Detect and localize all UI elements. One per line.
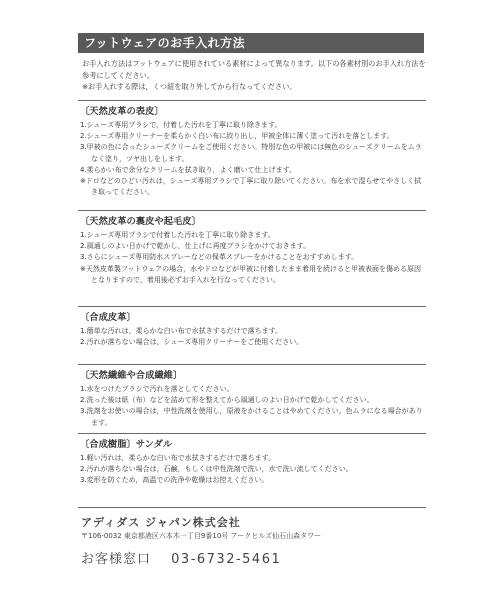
list-item: 2.シューズ専用クリーナーを柔らかく白い布に絞り出し，甲被全体に薄く塗って汚れを落とします。 [80, 132, 394, 141]
list-item: 3.さらにシューズ専用防水スプレーなどの保革スプレーをかけることをおすすめします。 [80, 253, 359, 262]
phone-number: 03-6732-5461 [171, 552, 282, 567]
section-sandals [78, 433, 426, 487]
intro-text [82, 58, 427, 93]
instruction-list [80, 326, 426, 348]
section-title: 〔合成皮革〕 [80, 312, 136, 323]
intro-paragraph: お手入れ方法はフットウェアに使用されている素材によって異なります。以下の各素材別のお手入れ方法を参考にしてください。 [82, 59, 426, 80]
list-item: 2.風通しのよい日かげで乾かし，仕上げに再度ブラシをかけておきます。 [80, 242, 311, 251]
list-item: 2.汚れが落ちない場合は，石鹸，もしくは中性洗剤で洗い，水で洗い流してください。 [80, 465, 353, 474]
list-item: 1.シューズ専用ブラシで，付着した汚れを丁寧に取り除きます。 [80, 121, 282, 129]
list-item: 3.甲被の色に合ったシューズクリームをご使用ください。特別な色の甲被には無色のシューズクリームをムラなく塗り，ツヤ出しをします。 [80, 143, 422, 163]
company-name: アディダス ジャパン株式会社 [81, 516, 241, 529]
intro-note: ※お手入れする際は，くつ紐を取り外してから行なってください。 [82, 82, 297, 92]
section-title: 〔天然繊維や合成繊維〕 [80, 370, 183, 381]
list-item: 1.簡単な汚れは，柔らかな白い布で水拭きするだけで落ちます。 [80, 327, 283, 335]
section-title: 〔天然皮革の裏皮や起毛皮〕 [80, 216, 201, 227]
list-item: 3.洗剤をお使いの場合は，中性洗剤を使用し，原液をかけることはやめてください。色ムラになる場合があります。 [80, 407, 423, 427]
list-item: 3.変形を防ぐため，高温での洗浄や乾燥はお控えください。 [80, 476, 269, 485]
list-item: 2.汚れが落ちない場合は，シューズ専用クリーナーをご使用ください。 [80, 338, 304, 347]
instruction-list [80, 120, 426, 198]
instruction-list [80, 453, 426, 487]
list-item: 1.水をつけたブラシで汚れを落としてください。 [80, 385, 234, 393]
section-natural-leather-outer [78, 100, 426, 198]
list-item: ※天然皮革製フットウェアの場合，水やドロなどが甲被に付着したまま着用を続けると甲被表面を傷める原因となりますので，着用後必ずお手入れを行なってください。 [80, 264, 421, 284]
section-synthetic-leather [78, 306, 426, 348]
company-address: 〒106-0032 東京都港区六本木一丁目9番10号 アークヒルズ仙石山森タワー [81, 532, 322, 540]
contact-label: お客様窓口 [81, 552, 152, 567]
list-item: 2.洗った後は紙（布）などを詰めて形を整えてから風通しのよい日かげで乾かしてください。 [80, 396, 374, 405]
customer-contact [81, 548, 281, 567]
instruction-list [80, 230, 426, 286]
section-natural-leather-suede [78, 210, 426, 286]
section-title: 〔合成樹脂〕サンダル [80, 439, 173, 450]
instruction-list [80, 384, 426, 429]
section-title: 〔天然皮革の表皮〕 [80, 106, 164, 117]
list-item: 4.柔らかい布で余分なクリームを拭き取り，よく磨いて仕上げます。 [80, 165, 297, 174]
section-fibers [78, 364, 426, 429]
page-title: フットウェアのお手入れ方法 [78, 33, 424, 53]
list-item: 1.軽い汚れは，柔らかな白い布で水拭きするだけで落ちます。 [80, 454, 276, 462]
list-item: 1.シューズ専用ブラシで付着した汚れを丁寧に取り除きます。 [80, 231, 275, 239]
list-item: ※ドロなどのひどい汚れは，シューズ専用ブラシで丁寧に取り除いてください。布を水で湿らせてやさしく拭き取ってください。 [80, 177, 422, 197]
company-info [78, 507, 426, 582]
